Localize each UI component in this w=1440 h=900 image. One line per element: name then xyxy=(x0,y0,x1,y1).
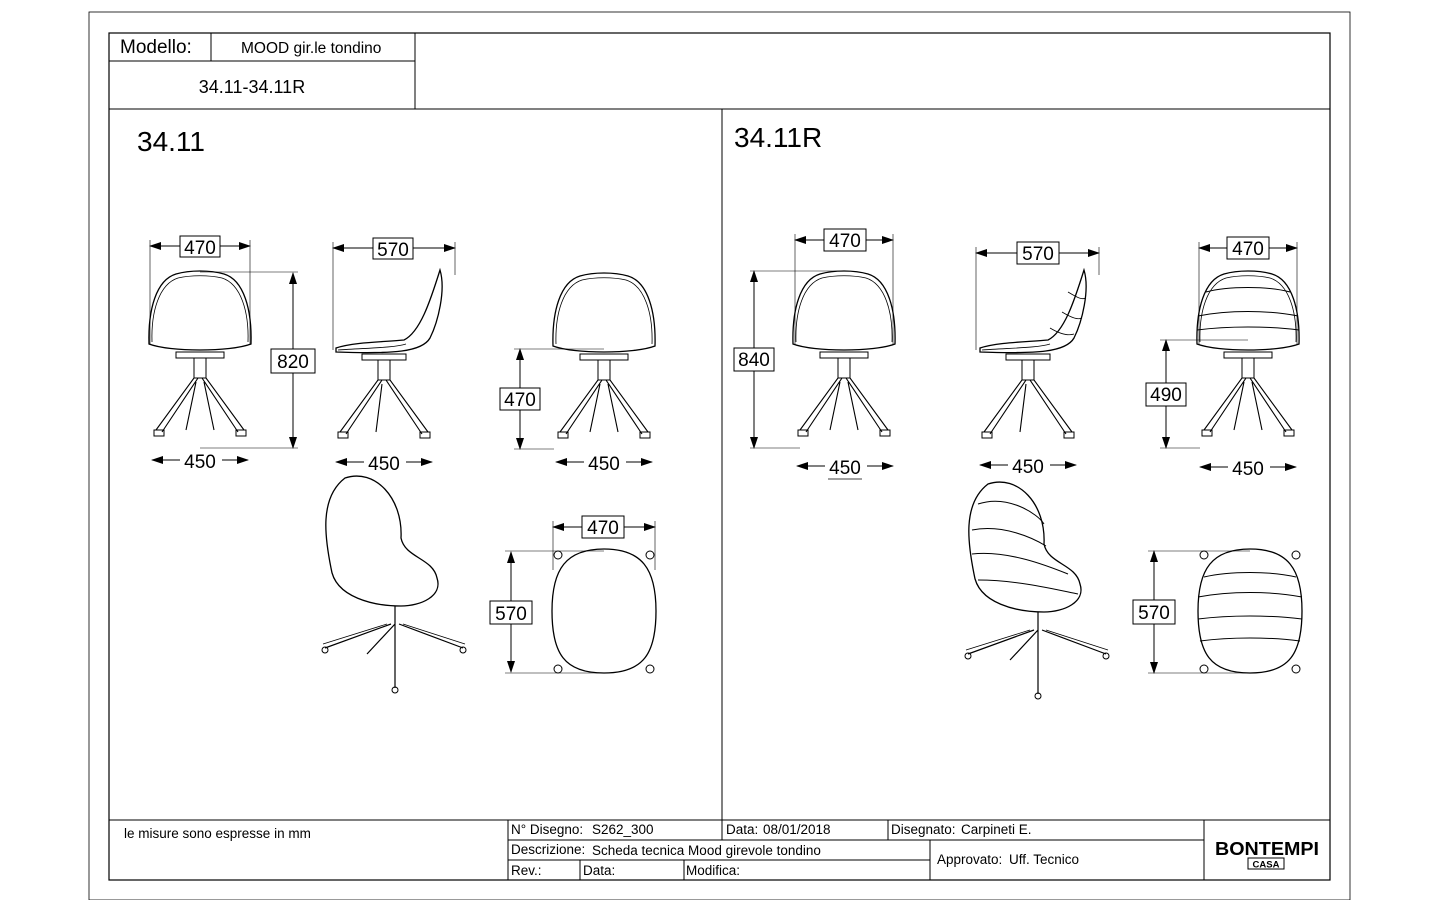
dim-front-base: 450 xyxy=(184,452,216,473)
rev-date-label: Data: xyxy=(583,863,616,878)
top-view xyxy=(552,549,656,673)
title-block xyxy=(109,820,1330,880)
dim-back-base: 450 xyxy=(1232,459,1264,480)
side-view xyxy=(980,270,1086,438)
model-label: Modello: xyxy=(120,37,192,58)
description: Scheda tecnica Mood girevole tondino xyxy=(592,843,821,858)
perspective-view xyxy=(322,476,466,693)
dim-front-width: 470 xyxy=(829,231,861,252)
panel-code: 34.11 xyxy=(137,126,205,157)
dim-top-depth: 570 xyxy=(495,604,527,625)
dim-side-depth: 570 xyxy=(1022,244,1054,265)
top-view xyxy=(1198,549,1302,673)
dim-front-width: 470 xyxy=(184,238,216,259)
approved-label: Approvato: xyxy=(937,852,1003,867)
model-name: MOOD gir.le tondino xyxy=(241,40,382,57)
dim-top-width: 470 xyxy=(587,518,619,539)
rev-label: Rev.: xyxy=(511,863,542,878)
drawing-no: S262_300 xyxy=(592,822,654,837)
panel-34-11r xyxy=(734,122,1302,699)
date-label: Data: xyxy=(726,822,759,837)
dim-back-base: 450 xyxy=(588,454,620,475)
dim-top-depth: 570 xyxy=(1138,603,1170,624)
dim-height: 820 xyxy=(277,352,309,373)
panel-34-11 xyxy=(137,126,656,693)
panel-code: 34.11R xyxy=(734,122,823,153)
title-header xyxy=(109,33,1330,109)
back-view xyxy=(1197,271,1299,436)
back-view xyxy=(553,273,655,438)
dim-height: 840 xyxy=(738,350,770,371)
dim-side-depth: 570 xyxy=(377,240,409,261)
modification-label: Modifica: xyxy=(686,863,741,878)
drawn-by: Carpineti E. xyxy=(961,822,1032,837)
date-value: 08/01/2018 xyxy=(763,822,831,837)
dim-front-base: 450 xyxy=(829,458,861,479)
dim-back-width: 470 xyxy=(1232,239,1264,260)
dim-side-base: 450 xyxy=(368,454,400,475)
dim-seat-height: 490 xyxy=(1150,385,1182,406)
logo-brand: BONTEMPI xyxy=(1215,839,1319,859)
drawing-border xyxy=(109,33,1330,880)
outer-frame xyxy=(89,12,1350,900)
drawing-no-label: N° Disegno: xyxy=(511,822,584,837)
model-codes: 34.11-34.11R xyxy=(198,77,306,97)
description-label: Descrizione: xyxy=(511,842,586,857)
side-view xyxy=(336,270,442,438)
front-view xyxy=(149,271,251,436)
approved-by: Uff. Tecnico xyxy=(1009,852,1080,867)
units-note: le misure sono espresse in mm xyxy=(124,826,311,841)
drawn-label: Disegnato: xyxy=(891,822,956,837)
dim-seat-height: 470 xyxy=(504,390,536,411)
bontempi-logo xyxy=(1215,839,1319,871)
logo-sub: CASA xyxy=(1252,859,1280,871)
perspective-view xyxy=(965,482,1109,699)
front-view xyxy=(793,271,895,436)
dim-side-base: 450 xyxy=(1012,457,1044,478)
